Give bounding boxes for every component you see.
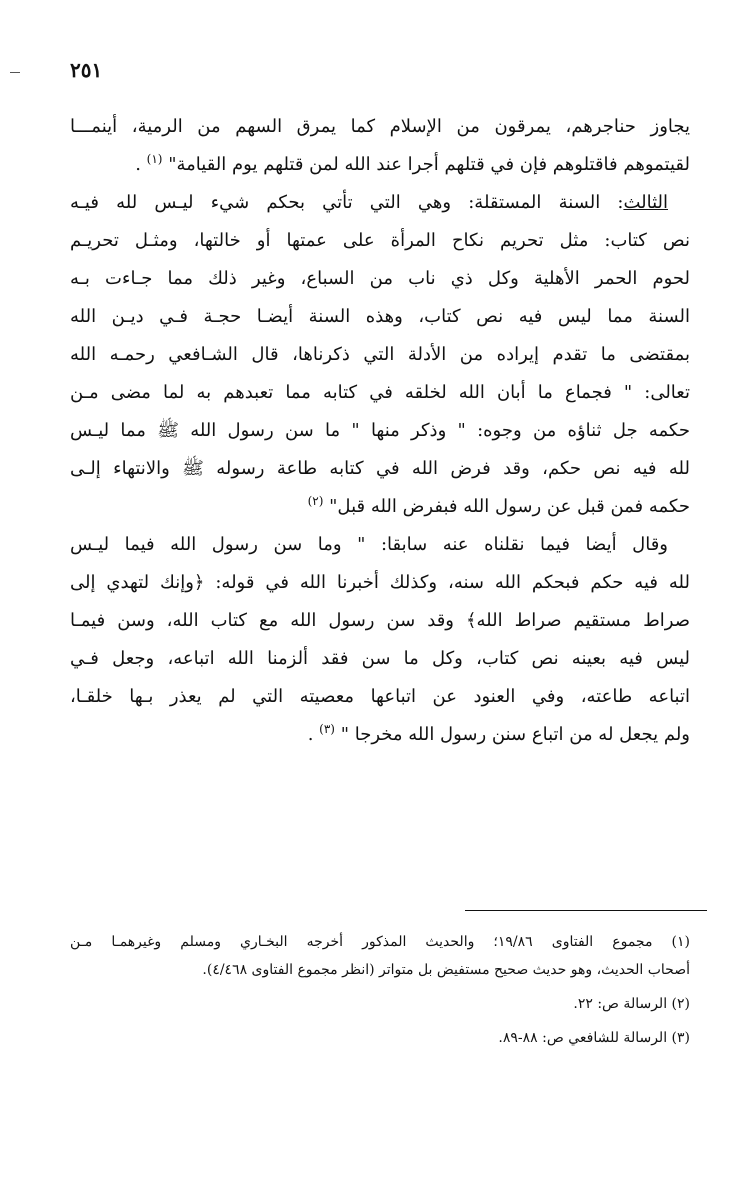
- paragraph-2: [70, 184, 690, 222]
- text-line: وقال أيضا فيما نقلناه عنه سابقا: " وما سن رسول الله فيما ليـس: [70, 534, 668, 555]
- footnote-1: [70, 928, 690, 984]
- text-line-content: حكمه فمن قبل عن رسول الله فبفرض الله قبل": [329, 496, 690, 517]
- footnote-line: أصحاب الحديث، وهو حديث صحيح مستفيض بل متواتر (انظر مجموع الفتاوى ٤/٤٦٨).: [202, 962, 690, 978]
- footnote-line: (٢) الرسالة ص: ٢٢.: [573, 996, 690, 1012]
- footnote-divider: [465, 910, 707, 911]
- text-line: تعالى: " فجماع ما أبان الله لخلقه في كتابه مما تعبدهم به لما مضى مـن: [70, 382, 690, 403]
- paragraph-1: [70, 108, 690, 184]
- footnote-line: (٣) الرسالة للشافعي ص: ٨٨-٨٩.: [498, 1030, 690, 1046]
- section-label: الثالث: [623, 192, 668, 213]
- text-line: نص كتاب: مثل تحريم نكاح المرأة على عمتها أو خالتها، ومثـل تحريـم: [70, 230, 690, 251]
- line-tail: .: [307, 724, 320, 745]
- text-line: [70, 184, 668, 222]
- footnotes: [70, 928, 690, 1058]
- footnote-line: (١) مجموع الفتاوى ١٩/٨٦؛ والحديث المذكور أخرجه البخـاري ومسلم وغيرهمـا مـن: [70, 934, 690, 950]
- line-tail: .: [135, 154, 147, 175]
- footnote-ref-2[interactable]: (٢): [307, 494, 324, 508]
- text-line: [70, 146, 690, 184]
- paragraph-3-cont: [70, 564, 690, 754]
- text-line: لحوم الحمر الأهلية وكل ذي ناب من السباع، وغير ذلك مما جـاءت بـه: [70, 268, 690, 289]
- text-line: يجاوز حناجرهم، يمرقون من الإسلام كما يمرق السهم من الرمية، أينمـــا: [70, 116, 690, 137]
- text-line: بمقتضى ما تقدم إيراده من الأدلة التي ذكرناها، قال الشـافعي رحمـه الله: [70, 344, 690, 365]
- main-text: [70, 108, 690, 754]
- text-line: صراط مستقيم صراط الله﴾ وقد سن رسول الله مع كتاب الله، وسن فيمـا: [70, 610, 690, 631]
- text-line: اتباعه طاعته، وفي العنود عن اتباعها معصيته التي لم يعذر بـها خلقـا،: [70, 686, 690, 707]
- text-line: حكمه جل ثناؤه من وجوه: " وذكر منها " ما سن رسول الله ﷺ مما ليـس: [70, 420, 690, 441]
- text-line: [70, 488, 690, 526]
- page-number: ٢٥١: [70, 58, 103, 82]
- text-line: [70, 716, 690, 754]
- text-line-content: : السنة المستقلة: وهي التي تأتي بحكم شيء ليـس لله فيـه: [70, 192, 624, 213]
- paragraph-3: [70, 526, 690, 564]
- text-line-content: ولم يجعل له من اتباع سنن رسول الله مخرجا ": [340, 724, 690, 745]
- text-line: لله فيه نص حكم، وقد فرض الله في كتابه طاعة رسوله ﷺ والانتهاء إلـى: [70, 458, 690, 479]
- footnote-ref-3[interactable]: (٣): [319, 722, 335, 736]
- footnote-ref-1[interactable]: (١): [146, 152, 163, 166]
- corner-mark: [10, 72, 20, 73]
- footnote-2: [70, 990, 690, 1018]
- text-line: لله فيه حكم فبحكم الله سنه، وكذلك أخبرنا الله في قوله: ﴿وإنك لتهدي إلى: [70, 572, 690, 593]
- text-line-content: لقيتموهم فاقتلوهم فإن في قتلهم أجرا عند الله لمن قتلهم يوم القيامة": [168, 154, 690, 175]
- paragraph-2-cont: [70, 222, 690, 526]
- footnote-3: [70, 1024, 690, 1052]
- text-line: ليس فيه بعينه نص كتاب، وكل ما سن فقد ألزمنا الله اتباعه، وجعل فـي: [70, 648, 690, 669]
- text-line: السنة مما ليس فيه نص كتاب، وهذه السنة أيضـا حجـة فـي ديـن الله: [70, 306, 690, 327]
